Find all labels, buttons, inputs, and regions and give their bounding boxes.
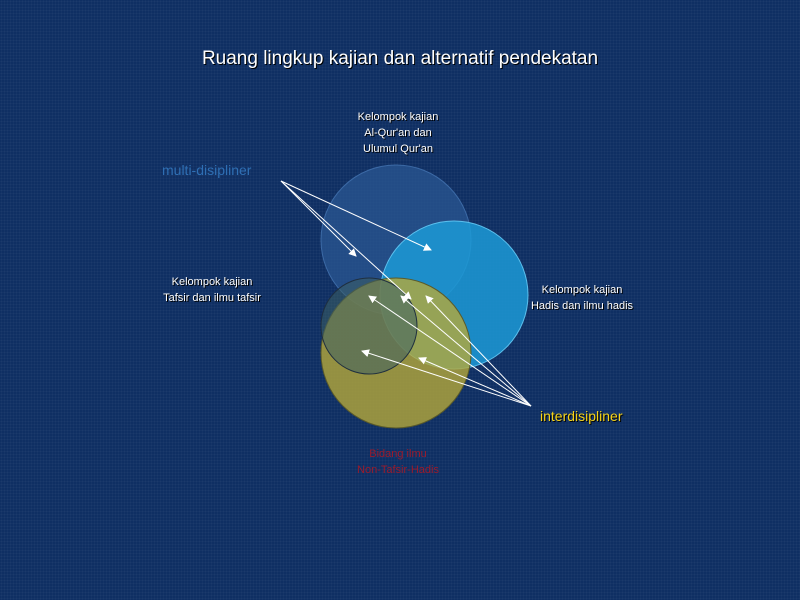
label-quran bbox=[338, 109, 458, 157]
label-tafsir-line: Tafsir dan ilmu tafsir bbox=[163, 292, 261, 304]
label-nontafsir-line: Non-Tafsir-Hadis bbox=[357, 464, 439, 476]
label-hadis bbox=[522, 282, 642, 314]
label-quran-line: Ulumul Qur'an bbox=[363, 143, 433, 155]
label-quran-line: Kelompok kajian bbox=[357, 111, 439, 123]
label-interdisipliner: interdisipliner bbox=[540, 408, 623, 424]
label-multi-disipliner: multi-disipliner bbox=[162, 162, 252, 178]
label-tafsir bbox=[150, 274, 274, 306]
slide-title: Ruang lingkup kajian dan alternatif pendekatan bbox=[201, 48, 599, 69]
label-hadis-line: Hadis dan ilmu hadis bbox=[530, 300, 634, 312]
label-hadis-line: Kelompok kajian bbox=[541, 284, 623, 296]
label-tafsir-line: Kelompok kajian bbox=[171, 276, 253, 288]
label-nontafsir bbox=[336, 446, 460, 478]
label-quran-line: Al-Qur'an dan bbox=[364, 127, 432, 139]
circle-tafsir bbox=[321, 278, 417, 374]
label-nontafsir-line: Bidang ilmu bbox=[369, 448, 427, 460]
